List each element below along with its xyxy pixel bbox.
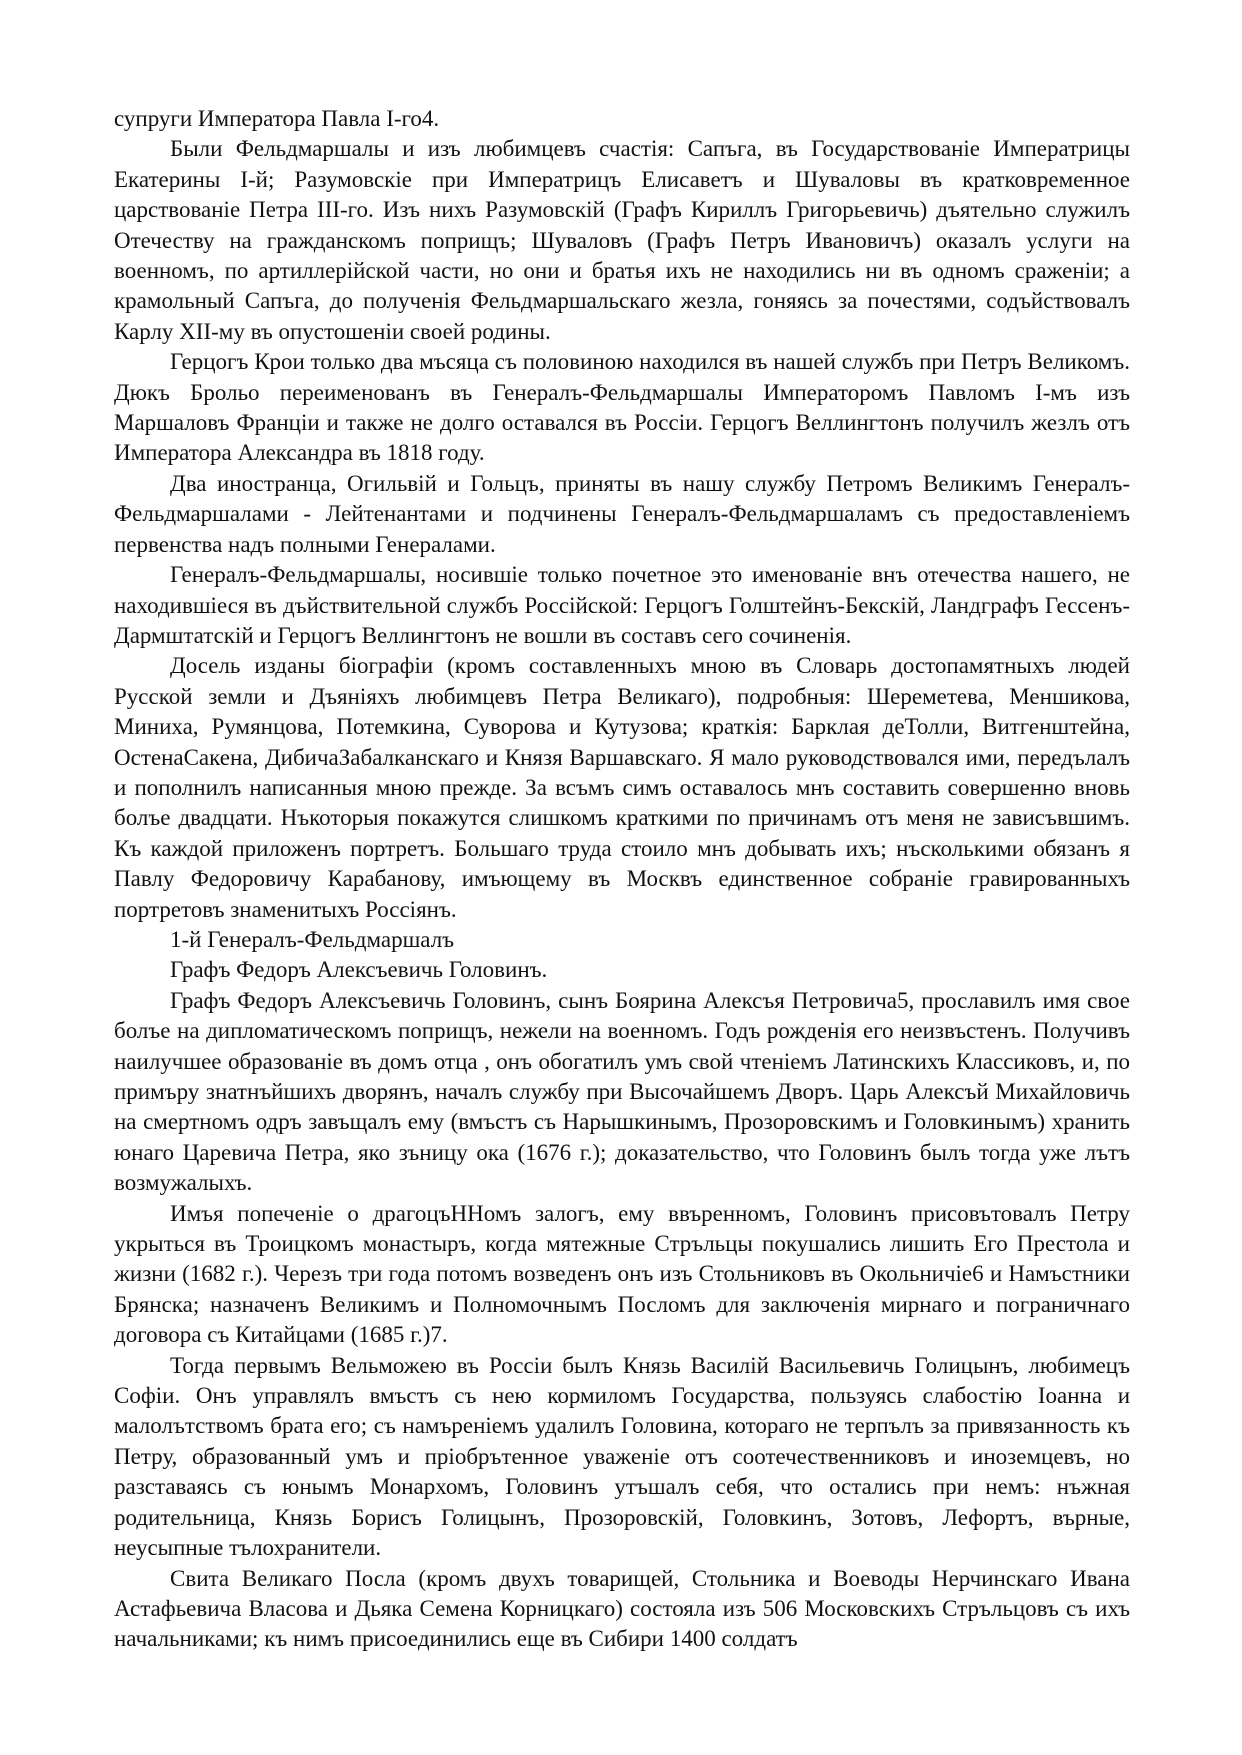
section-name-heading: Графъ Федоръ Алексъевичь Головинъ. [170, 957, 548, 983]
paragraph-golitsyn: Тогда первымъ Вельможею въ Россіи былъ Князь Василій Васильевичь Голицынъ, любимецъ Софіи. Онъ управлялъ вмъстъ съ нею кормиломъ Государства, пользуясь слабостію Іоанна и малолътствомъ брата его; съ намъреніемъ удалилъ Головина, котораго не терпълъ за привязанность къ Петру, образованный умъ и пріобрътенное уваженіе отъ соотечественниковъ и иноземцевъ, но разставаясь съ юнымъ Монархомъ, Головинъ утъшалъ себя, что остались при немъ: нъжная родительница, Князь Борисъ Голицынъ, Прозоровскій, Головкинъ, Зотовъ, Лефортъ, върные, неусыпные тълохранители. [114, 1352, 1130, 1561]
paragraph-embassy-suite: Свита Великаго Посла (кромъ двухъ товарищей, Стольника и Воеводы Нерчинскаго Ивана Астафьевича Власова и Дьяка Семена Корницкаго) состояла изъ 506 Московскихъ Стръльцовъ съ ихъ начальниками; къ нимъ присоединились еще въ Сибири 1400 солдатъ [114, 1565, 1130, 1652]
document-page [114, 104, 1130, 1655]
paragraph-biographies: Досель изданы біографіи (кромъ составленныхъ мною въ Словарь достопамятныхъ людей Русской земли и Дъяніяхъ любимцевъ Петра Великаго), подробныя: Шереметева, Меншикова, Миниха, Румянцова, Потемкина, Суворова и Кутузова; краткія: Барклая деТолли, Витгенштейна, ОстенаСакена, ДибичаЗабалканскаго и Князя Варшавскаго. Я мало руководствовался ими, передълалъ и пополнилъ написанныя мною прежде. За всъмъ симъ оставалось мнъ составить совершенно вновь болъе двадцати. Нъкоторыя покажутся слишкомъ краткими по причинамъ отъ меня не зависъвшимъ. Къ каждой приложенъ портретъ. Большаго труда стоило мнъ добывать ихъ; нъсколькими обязанъ я Павлу Федоровичу Карабанову, имъющему въ Москвъ единственное собраніе гравированныхъ портретовъ знаменитыхъ Россіянъ. [114, 653, 1130, 922]
paragraph-two-foreigners: Два иностранца, Огильвій и Гольцъ, приняты въ нашу службу Петромъ Великимъ Генералъ-Фельдмаршалами - Лейтенантами и подчинены Генералъ-Фельдмаршаламъ съ предоставленіемъ первенства надъ полными Генералами. [114, 470, 1130, 557]
paragraph-field-marshals-favorites: Были Фельдмаршалы и изъ любимцевъ счастія: Сапъга, въ Государствованіе Императрицы Екатерины I-й; Разумовскіе при Императрицъ Елисаветъ и Шуваловы въ кратковременное царствованіе Петра III-го. Изъ нихъ Разумовскій (Графъ Кириллъ Григорьевичь) дъятельно служилъ Отечеству на гражданскомъ поприщъ; Шуваловъ (Графъ Петръ Ивановичъ) оказалъ услуги на военномъ, по артиллерійской части, но они и братья ихъ не находились ни въ одномъ сраженіи; а крамольный Сапъга, до полученія Фельдмаршальскаго жезла, гоняясь за почестями, содъйствовалъ Карлу XII-му въ опустошеніи своей родины. [114, 136, 1130, 344]
paragraph-golovin-intro: Графъ Федоръ Алексъевичь Головинъ, сынъ Боярина Алексъя Петровича5, прославилъ имя свое болъе на дипломатическомъ поприщъ, нежели на военномъ. Годъ рожденія его неизвъстенъ. Получивъ наилучшее образованіе въ домъ отца , онъ обогатилъ умъ свой чтеніемъ Латинскихъ Классиковъ, и, по примъру знатнъйшихъ дворянъ, началъ службу при Высочайшемъ Дворъ. Царь Алексъй Михайловичь на смертномъ одръ завъщалъ ему (вмъстъ съ Нарышкинымъ, Прозоровскимъ и Головкинымъ) хранить юнаго Царевича Петра, яко зъницу ока (1676 г.); доказательство, что Головинъ былъ тогда уже лътъ возмужалыхъ. [114, 987, 1130, 1196]
section-number-heading: 1-й Генералъ-Фельдмаршалъ [170, 926, 455, 952]
paragraph-honorary-marshals: Генералъ-Фельдмаршалы, носившіе только почетное это именованіе внъ отечества нашего, не находившіеся въ дъйствительной службъ Россійской: Герцогъ Голштейнъ-Бекскій, Ландграфъ Гессенъ-Дармштатскій и Герцогъ Веллингтонъ не вошли въ составъ сего сочиненія. [114, 562, 1130, 648]
paragraph-foreign-dukes: Герцогъ Крои только два мъсяца съ половиною находился въ нашей службъ при Петръ Великомъ. Дюкъ Брольо переименованъ въ Генералъ-Фельдмаршалы Императоромъ Павломъ I-мъ изъ Маршаловъ Франціи и также не долго оставался въ Россіи. Герцогъ Веллингтонъ получилъ жезлъ отъ Императора Александра въ 1818 году. [114, 349, 1130, 466]
paragraph-continuation: супруги Императора Павла I-го4. [114, 106, 440, 131]
paragraph-golovin-care: Имъя попеченіе о драгоцъННомъ залогъ, ему ввъренномъ, Головинъ присовътовалъ Петру укрыться въ Троицкомъ монастыръ, когда мятежные Стръльцы покушались лишить Его Престола и жизни (1682 г.). Черезъ три года потомъ возведенъ онъ изъ Стольниковъ въ Окольничіе6 и Намъстники Брянска; назначенъ Великимъ и Полномочнымъ Посломъ для заключенія мирнаго и пограничнаго договора съ Китайцами (1685 г.)7. [114, 1200, 1130, 1348]
